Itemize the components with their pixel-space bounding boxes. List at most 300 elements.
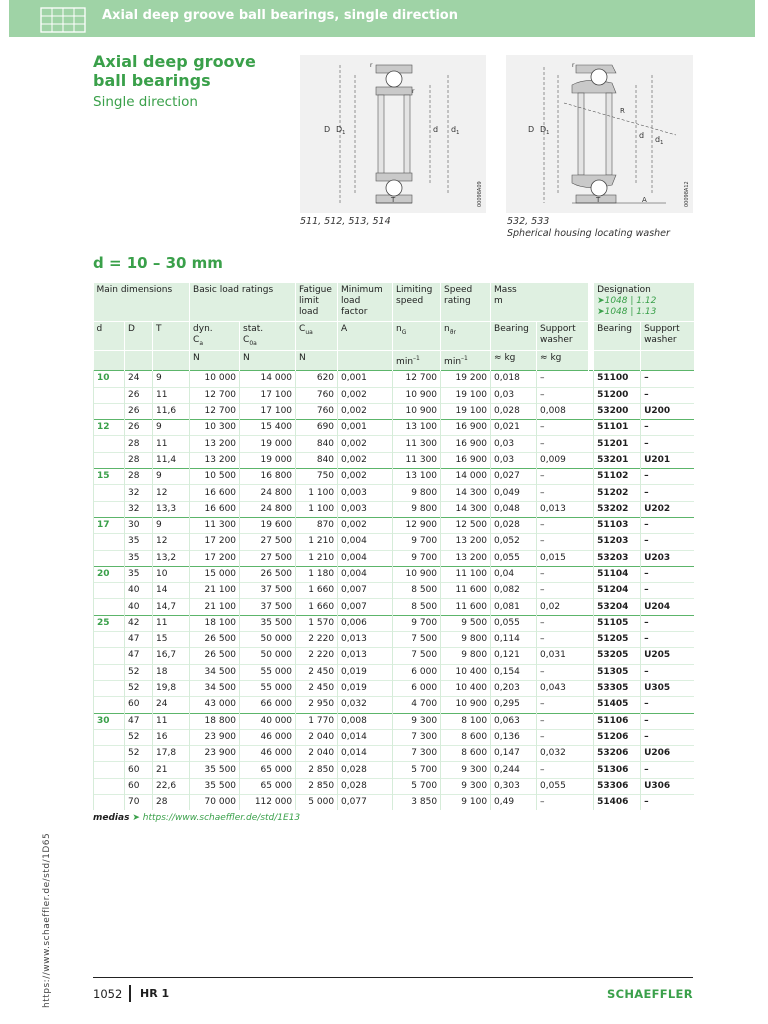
- table-cell: 35 500: [190, 778, 240, 794]
- table-cell: 13 200: [190, 436, 240, 452]
- table-cell: 3 850: [393, 795, 441, 811]
- table-cell: 53306: [594, 778, 641, 794]
- header-bearing-mass: Bearing: [491, 321, 537, 351]
- table-cell: 2 450: [296, 664, 338, 680]
- table-cell: 70 000: [190, 795, 240, 811]
- table-cell: 8 600: [441, 729, 491, 745]
- table-cell: 65 000: [240, 778, 296, 794]
- table-cell: [94, 697, 125, 713]
- table-cell: 70: [125, 795, 153, 811]
- table-row: [94, 485, 694, 501]
- table-cell: 12 700: [190, 403, 240, 419]
- table-cell: [94, 762, 125, 778]
- arrow-icon: ➤: [132, 813, 140, 823]
- table-cell: 13 200: [441, 534, 491, 550]
- table-cell: 52: [125, 664, 153, 680]
- header-stat: [240, 321, 296, 351]
- table-cell: 0,154: [491, 664, 537, 680]
- table-row: [94, 778, 694, 794]
- table-row: [94, 697, 694, 713]
- table-cell: 11 600: [441, 599, 491, 615]
- table-cell: [94, 452, 125, 468]
- table-cell: 0,004: [338, 534, 393, 550]
- page-number: 1052: [93, 987, 123, 1001]
- table-cell: 14: [153, 583, 190, 599]
- table-cell: 11,6: [153, 403, 190, 419]
- table-cell: 0,03: [491, 436, 537, 452]
- unit-min-speed: [441, 351, 491, 371]
- header-main-dimensions: Main dimensions: [94, 283, 190, 321]
- table-cell: 0,114: [491, 632, 537, 648]
- table-cell: 7 300: [393, 729, 441, 745]
- header-dyn-sub: a: [199, 339, 204, 347]
- table-cell: 16 800: [240, 469, 296, 485]
- table-cell: 1 100: [296, 485, 338, 501]
- table-cell: –: [641, 729, 694, 745]
- table-cell: 0,032: [338, 697, 393, 713]
- table-cell: 35 500: [190, 762, 240, 778]
- table-cell: 0,001: [338, 420, 393, 436]
- table-cell: 19 100: [441, 387, 491, 403]
- dimension-label-D1-sub: 1: [342, 130, 346, 136]
- table-cell: 15: [153, 632, 190, 648]
- table-row: [94, 566, 694, 582]
- header-title: Axial deep groove ball bearings, single direction: [102, 8, 458, 23]
- table-cell: 0,031: [537, 648, 589, 664]
- table-cell: [94, 387, 125, 403]
- table-cell: –: [537, 469, 589, 485]
- table-cell: 17 200: [190, 550, 240, 566]
- table-cell: 0,008: [537, 403, 589, 419]
- table-cell: 0,001: [338, 371, 393, 387]
- table-cell: 2 220: [296, 632, 338, 648]
- table-cell: 10 900: [393, 403, 441, 419]
- table-row: [94, 713, 694, 729]
- table-cell: 16 900: [441, 436, 491, 452]
- table-cell: 760: [296, 387, 338, 403]
- table-cell: 0,004: [338, 550, 393, 566]
- brand-logo: SCHAEFFLER: [607, 987, 693, 1001]
- table-cell: 9 300: [441, 762, 491, 778]
- table-cell: 65 000: [240, 762, 296, 778]
- table-cell: 0,014: [338, 746, 393, 762]
- designation-link-2[interactable]: ➤1048 | 1.13: [597, 307, 657, 317]
- table-cell: 2 950: [296, 697, 338, 713]
- table-cell: 0,002: [338, 436, 393, 452]
- media-url[interactable]: https://www.schaeffler.de/std/1E13: [142, 813, 301, 823]
- table-row: [94, 746, 694, 762]
- table-cell: 15: [94, 469, 125, 485]
- table-cell: [94, 403, 125, 419]
- table-cell: 690: [296, 420, 338, 436]
- table-cell: 0,136: [491, 729, 537, 745]
- table-cell: –: [537, 762, 589, 778]
- table-cell: 17 100: [240, 403, 296, 419]
- unit-min-limiting-exp: –1: [413, 355, 420, 363]
- table-cell: [94, 648, 125, 664]
- header-designation: [594, 283, 694, 321]
- designation-link-1[interactable]: ➤1048 | 1.12: [597, 296, 657, 306]
- table-cell: 1 180: [296, 566, 338, 582]
- table-cell: 53205: [594, 648, 641, 664]
- table-cell: 1 100: [296, 501, 338, 517]
- table-cell: 0,002: [338, 517, 393, 533]
- table-cell: –: [537, 632, 589, 648]
- table-cell: 25: [94, 615, 125, 631]
- table-cell: 15 000: [190, 566, 240, 582]
- table-row: [94, 615, 694, 631]
- header-minimum-load: Minimum load factor: [338, 283, 393, 321]
- table-row: [94, 550, 694, 566]
- table-cell: 9 300: [441, 778, 491, 794]
- table-cell: –: [641, 795, 694, 811]
- table-cell: 11 300: [190, 517, 240, 533]
- table-row: [94, 795, 694, 811]
- unit-min-speed-label: min: [444, 357, 462, 368]
- table-cell: 0,082: [491, 583, 537, 599]
- table-cell: 24: [153, 697, 190, 713]
- table-cell: –: [537, 795, 589, 811]
- table-cell: 5 700: [393, 762, 441, 778]
- table-cell: 12 900: [393, 517, 441, 533]
- header-ng-symbol: n: [396, 323, 402, 334]
- table-cell: 14 300: [441, 501, 491, 517]
- table-cell: 35: [125, 534, 153, 550]
- table-cell: 0,013: [338, 632, 393, 648]
- table-cell: 11 300: [393, 452, 441, 468]
- table-cell: 19 000: [240, 436, 296, 452]
- table-cell: –: [641, 566, 694, 582]
- table-cell: 8 500: [393, 583, 441, 599]
- table-cell: 10 900: [393, 387, 441, 403]
- table-cell: 9 800: [441, 632, 491, 648]
- table-cell: 9 700: [393, 550, 441, 566]
- header-d: d: [94, 321, 125, 351]
- table-cell: 34 500: [190, 664, 240, 680]
- table-cell: [94, 436, 125, 452]
- table-cell: 0,147: [491, 746, 537, 762]
- table-cell: 1 210: [296, 550, 338, 566]
- table-cell: 17: [94, 517, 125, 533]
- table-cell: –: [641, 713, 694, 729]
- table-cell: 0,055: [537, 778, 589, 794]
- table-cell: 0,203: [491, 680, 537, 696]
- table-cell: –: [641, 387, 694, 403]
- table-cell: 16: [153, 729, 190, 745]
- table-cell: 840: [296, 436, 338, 452]
- table-cell: 52: [125, 680, 153, 696]
- table-cell: 10 400: [441, 664, 491, 680]
- table-cell: –: [641, 436, 694, 452]
- table-cell: [94, 599, 125, 615]
- table-cell: 0,244: [491, 762, 537, 778]
- table-cell: 12 700: [190, 387, 240, 403]
- unit-kg-bearing: ≈ kg: [491, 351, 537, 371]
- table-cell: 0,028: [338, 762, 393, 778]
- table-cell: 12 700: [393, 371, 441, 387]
- table-cell: 9: [153, 469, 190, 485]
- table-cell: 28: [153, 795, 190, 811]
- table-cell: [94, 583, 125, 599]
- table-cell: 34 500: [190, 680, 240, 696]
- table-cell: 51200: [594, 387, 641, 403]
- table-cell: 51106: [594, 713, 641, 729]
- table-row: [94, 583, 694, 599]
- table-cell: 0,052: [491, 534, 537, 550]
- header-support-mass: Support washer: [537, 321, 589, 351]
- table-cell: 0,003: [338, 501, 393, 517]
- table-cell: [94, 778, 125, 794]
- unit-n-stat: N: [240, 351, 296, 371]
- table-cell: –: [537, 615, 589, 631]
- table-cell: 40: [125, 599, 153, 615]
- table-cell: 0,019: [338, 664, 393, 680]
- table-cell: 9: [153, 420, 190, 436]
- table-cell: –: [641, 762, 694, 778]
- dimension-label-D1-sub: 1: [546, 130, 550, 136]
- figure-caption-532: [507, 216, 670, 240]
- table-cell: [94, 664, 125, 680]
- unit-n-cua: N: [296, 351, 338, 371]
- table-cell: [94, 746, 125, 762]
- header-limiting-speed: Limiting speed: [393, 283, 441, 321]
- table-cell: 53305: [594, 680, 641, 696]
- table-cell: 750: [296, 469, 338, 485]
- table-cell: 27 500: [240, 534, 296, 550]
- table-cell: –: [641, 664, 694, 680]
- table-cell: 1 210: [296, 534, 338, 550]
- dimension-label-d1: d: [451, 125, 457, 134]
- table-cell: 0,027: [491, 469, 537, 485]
- table-cell: [94, 632, 125, 648]
- table-cell: 840: [296, 452, 338, 468]
- table-cell: 27 500: [240, 550, 296, 566]
- table-cell: 7 500: [393, 648, 441, 664]
- table-cell: 2 220: [296, 648, 338, 664]
- table-cell: 620: [296, 371, 338, 387]
- table-cell: 26 500: [190, 648, 240, 664]
- table-cell: 51406: [594, 795, 641, 811]
- table-cell: 26: [125, 387, 153, 403]
- table-cell: 12: [94, 420, 125, 436]
- table-cell: 0,015: [537, 550, 589, 566]
- table-row: [94, 452, 694, 468]
- table-cell: 10 900: [441, 697, 491, 713]
- table-cell: 53202: [594, 501, 641, 517]
- table-cell: 10 300: [190, 420, 240, 436]
- table-cell: 21: [153, 762, 190, 778]
- dimension-label-r-inner: r: [412, 88, 415, 95]
- table-cell: 43 000: [190, 697, 240, 713]
- table-cell: 47: [125, 632, 153, 648]
- table-cell: 53200: [594, 403, 641, 419]
- table-cell: 60: [125, 778, 153, 794]
- table-cell: 11,4: [153, 452, 190, 468]
- header-ng: [393, 321, 441, 351]
- header-bearing-designation: Bearing: [594, 321, 641, 351]
- header-a: A: [338, 321, 393, 351]
- table-cell: 6 000: [393, 680, 441, 696]
- table-row: [94, 403, 694, 419]
- header-mass-symbol: m: [494, 296, 503, 306]
- table-cell: 0,03: [491, 452, 537, 468]
- table-cell: 53206: [594, 746, 641, 762]
- table-cell: 55 000: [240, 664, 296, 680]
- table-cell: U201: [641, 452, 694, 468]
- table-cell: 9: [153, 371, 190, 387]
- header-dyn: [190, 321, 240, 351]
- unit-min-limiting-label: min: [396, 357, 414, 368]
- table-cell: U305: [641, 680, 694, 696]
- table-cell: 2 040: [296, 729, 338, 745]
- table-cell: 19,8: [153, 680, 190, 696]
- table-cell: 46 000: [240, 746, 296, 762]
- table-cell: 19 100: [441, 403, 491, 419]
- table-cell: –: [537, 583, 589, 599]
- table-cell: 0,063: [491, 713, 537, 729]
- unit-kg-support: ≈ kg: [537, 351, 589, 371]
- table-cell: 23 900: [190, 746, 240, 762]
- unit-n-dyn: N: [190, 351, 240, 371]
- table-cell: 0,019: [338, 680, 393, 696]
- dimension-label-D1: D: [336, 125, 343, 134]
- table-row: [94, 501, 694, 517]
- table-cell: 51102: [594, 469, 641, 485]
- table-cell: 12: [153, 485, 190, 501]
- table-cell: 9 500: [441, 615, 491, 631]
- table-cell: U202: [641, 501, 694, 517]
- table-cell: 0,03: [491, 387, 537, 403]
- table-row: [94, 420, 694, 436]
- table-cell: 0,021: [491, 420, 537, 436]
- dimension-label-d: d: [639, 131, 645, 140]
- table-cell: –: [641, 632, 694, 648]
- table-cell: 10: [153, 566, 190, 582]
- table-cell: 15 400: [240, 420, 296, 436]
- table-row: [94, 534, 694, 550]
- table-cell: 0,121: [491, 648, 537, 664]
- table-cell: [94, 550, 125, 566]
- dimension-label-d1-sub: 1: [456, 130, 460, 136]
- table-row: [94, 762, 694, 778]
- media-label: medias: [93, 813, 130, 823]
- media-link[interactable]: [93, 813, 300, 823]
- table-cell: –: [537, 664, 589, 680]
- table-cell: 28: [125, 436, 153, 452]
- figure-caption-series: 532, 533: [507, 216, 550, 227]
- table-cell: 0,02: [537, 599, 589, 615]
- table-cell: 16 900: [441, 420, 491, 436]
- table-row: [94, 729, 694, 745]
- table-cell: 46 000: [240, 729, 296, 745]
- table-cell: 51202: [594, 485, 641, 501]
- table-cell: –: [641, 534, 694, 550]
- table-cell: 4 700: [393, 697, 441, 713]
- table-cell: 51104: [594, 566, 641, 582]
- table-cell: 760: [296, 403, 338, 419]
- table-cell: 1 660: [296, 583, 338, 599]
- table-cell: 16 600: [190, 485, 240, 501]
- table-cell: 47: [125, 713, 153, 729]
- table-cell: 10 900: [393, 566, 441, 582]
- table-cell: –: [537, 566, 589, 582]
- table-cell: –: [537, 420, 589, 436]
- table-cell: 20: [94, 566, 125, 582]
- table-cell: 51100: [594, 371, 641, 387]
- table-cell: 0,043: [537, 680, 589, 696]
- table-cell: 60: [125, 762, 153, 778]
- table-cell: 53204: [594, 599, 641, 615]
- table-row: [94, 371, 694, 387]
- table-cell: 19 200: [441, 371, 491, 387]
- table-cell: 0,055: [491, 615, 537, 631]
- table-cell: 8 100: [441, 713, 491, 729]
- table-cell: 9 800: [393, 501, 441, 517]
- table-cell: 11 100: [441, 566, 491, 582]
- header-cua: [296, 321, 338, 351]
- header-T: T: [153, 321, 190, 351]
- table-row: [94, 680, 694, 696]
- header-dyn-label: dyn.: [193, 323, 213, 334]
- bearing-drawing-511: [300, 55, 486, 213]
- table-cell: –: [537, 371, 589, 387]
- table-cell: 13 100: [393, 469, 441, 485]
- table-cell: 21 100: [190, 583, 240, 599]
- table-cell: 0,055: [491, 550, 537, 566]
- table-cell: 26: [125, 403, 153, 419]
- table-cell: 11: [153, 436, 190, 452]
- table-cell: 35: [125, 550, 153, 566]
- table-cell: 0,295: [491, 697, 537, 713]
- table-cell: 0,032: [537, 746, 589, 762]
- table-cell: –: [641, 615, 694, 631]
- table-cell: U206: [641, 746, 694, 762]
- table-cell: 19 000: [240, 452, 296, 468]
- table-cell: 51201: [594, 436, 641, 452]
- table-row: [94, 664, 694, 680]
- table-cell: 1 570: [296, 615, 338, 631]
- page-subtitle: Single direction: [93, 94, 198, 110]
- table-cell: 17 200: [190, 534, 240, 550]
- table-cell: 0,077: [338, 795, 393, 811]
- table-cell: 13 200: [190, 452, 240, 468]
- figure-caption-511: 511, 512, 513, 514: [300, 216, 391, 227]
- table-cell: –: [641, 371, 694, 387]
- table-cell: 0,303: [491, 778, 537, 794]
- table-cell: 7 500: [393, 632, 441, 648]
- table-cell: 12: [153, 534, 190, 550]
- table-cell: 55 000: [240, 680, 296, 696]
- table-cell: 9 800: [393, 485, 441, 501]
- figure-caption-description: Spherical housing locating washer: [507, 228, 670, 239]
- table-row: [94, 387, 694, 403]
- table-cell: 28: [125, 452, 153, 468]
- table-cell: U203: [641, 550, 694, 566]
- header-basic-load-ratings: Basic load ratings: [190, 283, 296, 321]
- table-cell: 18 100: [190, 615, 240, 631]
- dimension-label-d: d: [433, 125, 439, 134]
- table-cell: –: [537, 485, 589, 501]
- dimension-label-r: r: [370, 62, 373, 69]
- table-cell: 2 450: [296, 680, 338, 696]
- table-cell: 32: [125, 501, 153, 517]
- table-cell: [94, 485, 125, 501]
- header-dyn-symbol: C: [193, 334, 200, 345]
- table-cell: 51405: [594, 697, 641, 713]
- table-cell: –: [537, 534, 589, 550]
- side-url[interactable]: https://www.schaeffler.de/std/1D65: [42, 832, 52, 1008]
- table-cell: –: [537, 517, 589, 533]
